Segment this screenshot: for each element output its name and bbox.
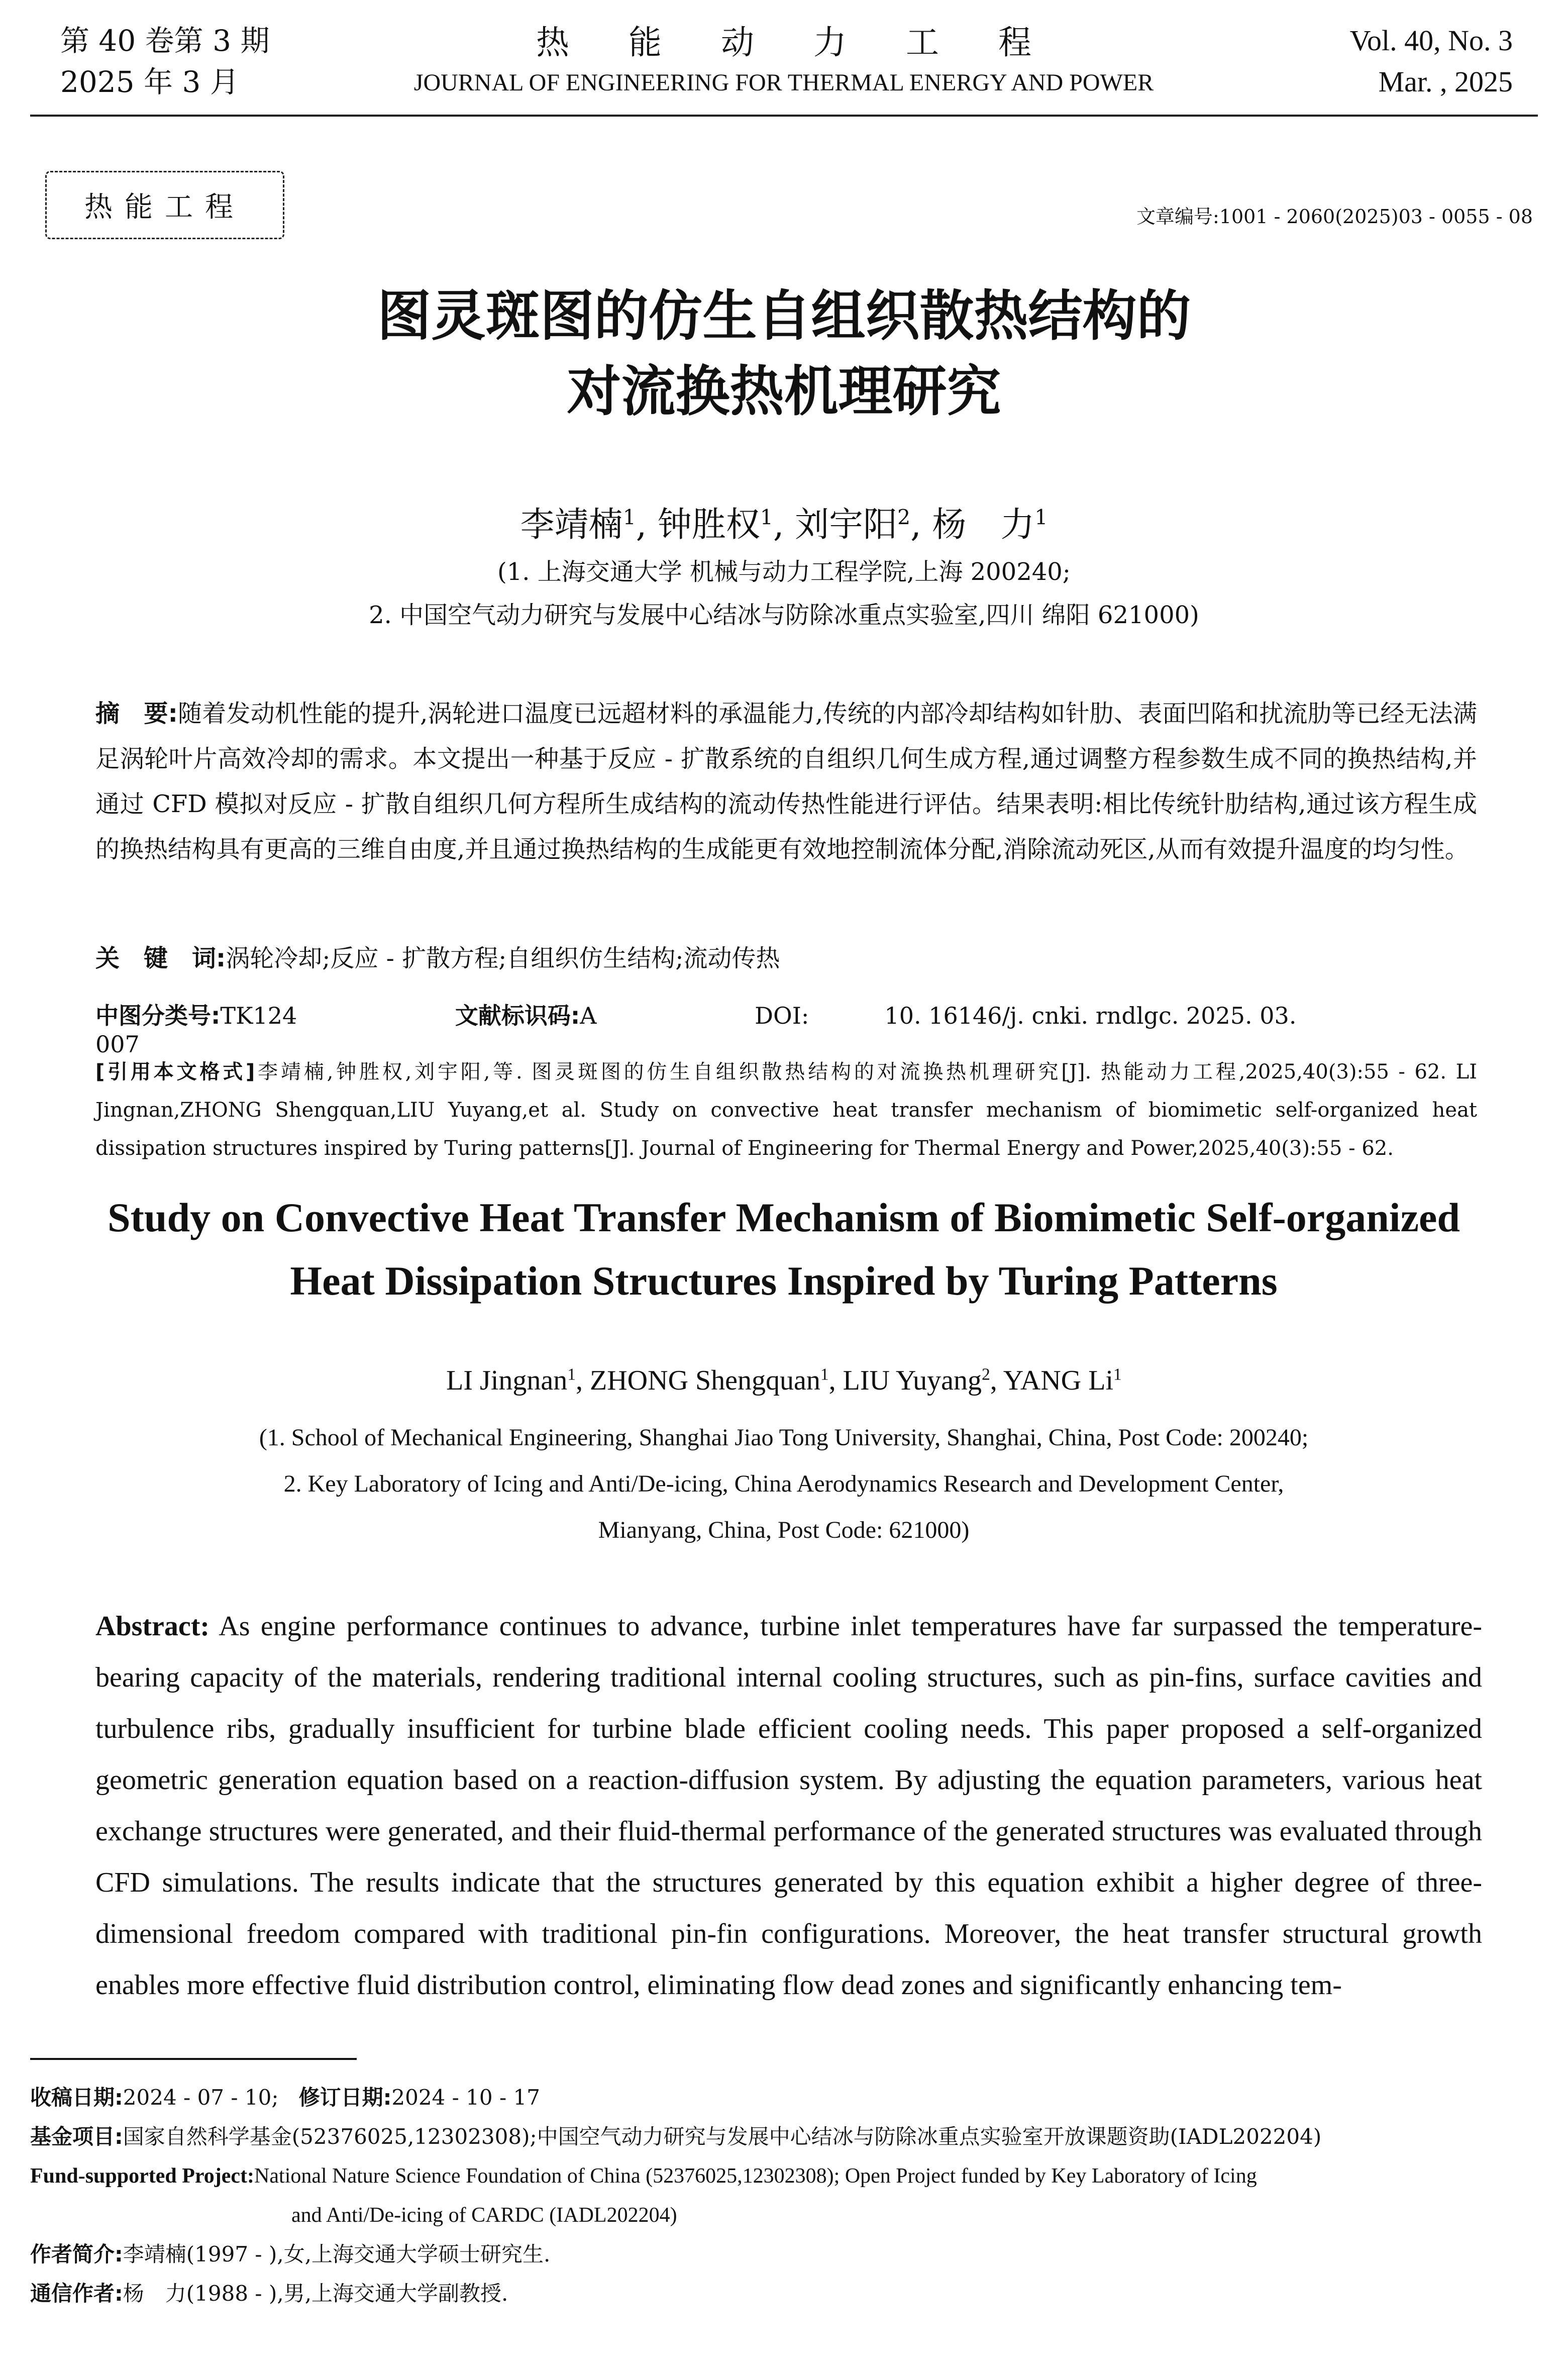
affiliations-cn <box>0 550 1568 637</box>
title-cn-line1: 图灵斑图的仿生自组织散热结构的 <box>377 285 1191 348</box>
abstract-en <box>95 1601 1482 2011</box>
affiliations-en <box>60 1415 1507 1553</box>
authors-en: LI Jingnan$^1$, ZHONG Shengquan$^1$, LIU Yuyang$^2$, YANG Li$^1$ <box>446 1365 1122 1396</box>
title-cn <box>0 279 1568 430</box>
date-cn: 2025 年 3 月 <box>60 65 239 99</box>
title-en-line2: Heat Dissipation Structures Inspired by Turing Patterns <box>290 1258 1278 1304</box>
header-center <box>352 20 1216 101</box>
footnote-rule <box>30 2058 357 2060</box>
document-code: 文献标识码:A <box>455 1002 597 1029</box>
affiliation-en-2: 2. Key Laboratory of Icing and Anti/De-icing, China Aerodynamics Research and Development Center, <box>283 1470 1284 1497</box>
citation-label: [引用本文格式] <box>95 1060 255 1084</box>
header-left <box>60 20 269 103</box>
header-rule <box>30 115 1538 117</box>
author-en-4: YANG Li$^1$ <box>1003 1365 1122 1396</box>
footnote-dates: 收稿日期:2024 - 07 - 10; 修订日期:2024 - 10 - 17 <box>30 2085 540 2110</box>
author-cn-1: 李靖楠$^1$ <box>520 505 636 545</box>
author-cn-2: 钟胜权$^1$ <box>657 505 773 545</box>
classification-line <box>95 998 1477 1058</box>
keywords-cn-text: 涡轮冷却;反应 - 扩散方程;自组织仿生结构;流动传热 <box>226 944 780 972</box>
author-en-1: LI Jingnan$^1$ <box>446 1365 576 1396</box>
volume-issue-cn: 第 40 卷第 3 期 <box>60 24 270 58</box>
footnote-corresponding-author: 通信作者:杨 力(1988 - ),男,上海交通大学副教授. <box>30 2281 508 2306</box>
affiliation-cn-2: 2. 中国空气动力研究与发展中心结冰与防除冰重点实验室,四川 绵阳 621000) <box>369 601 1199 629</box>
keywords-cn-label: 关 键 词: <box>95 944 226 972</box>
abstract-en-label: Abstract: <box>95 1611 210 1642</box>
affiliation-cn-1: (1. 上海交通大学 机械与动力工程学院,上海 200240; <box>497 558 1071 586</box>
author-en-3: LIU Yuyang$^2$ <box>843 1365 990 1396</box>
title-en-line1: Study on Convective Heat Transfer Mechanism of Biomimetic Self-organized <box>108 1195 1460 1240</box>
journal-name-cn: 热能动力工程 <box>536 23 1091 62</box>
footnote-author-bio: 作者简介:李靖楠(1997 - ),女,上海交通大学硕士研究生. <box>30 2242 551 2267</box>
author-cn-3: 刘宇阳$^2$ <box>795 505 911 545</box>
authors-cn: 李靖楠$^1$, 钟胜权$^1$, 刘宇阳$^2$, 杨 力$^1$ <box>520 505 1048 545</box>
keywords-cn <box>95 939 1477 973</box>
journal-name-en: JOURNAL OF ENGINEERING FOR THERMAL ENERGY AND POWER <box>413 69 1154 96</box>
header-right <box>1350 20 1513 103</box>
footnotes <box>30 2078 1537 2313</box>
abstract-cn-label: 摘 要: <box>95 700 178 728</box>
clc-number: 中图分类号:TK124 <box>95 1002 297 1029</box>
affiliation-en-3: Mianyang, China, Post Code: 621000) <box>598 1517 970 1543</box>
footnote-fund-cn: 基金项目:国家自然科学基金(52376025,12302308);中国空气动力研究与发展中心结冰与防除冰重点实验室开放课题资助(IADL202204) <box>30 2124 1322 2149</box>
abstract-cn <box>95 691 1477 872</box>
citation-format <box>95 1053 1477 1167</box>
footnote-fund-en: Fund-supported Project:National Nature Science Foundation of China (52376025,12302308); Open Project funded by Key Laboratory of Icing and Anti/De-icing of CARDC (IADL202204) <box>30 2164 1257 2227</box>
author-en-2: ZHONG Shengquan$^1$ <box>590 1365 829 1396</box>
date-en: Mar. , 2025 <box>1378 65 1513 98</box>
title-en <box>30 1186 1537 1313</box>
column-label: 热能工程 <box>45 171 284 239</box>
doi: DOI: 10. 16146/j. cnki. rndlgc. 2025. 03. 007 <box>95 1002 1297 1058</box>
author-cn-4: 杨 力$^1$ <box>932 505 1048 545</box>
abstract-cn-text: 随着发动机性能的提升,涡轮进口温度已远超材料的承温能力,传统的内部冷却结构如针肋、表面凹陷和扰流肋等已经无法满足涡轮叶片高效冷却的需求。本文提出一种基于反应 - 扩散系统的自组织几何生成方程,通过调整方程参数生成不同的换热结构,并通过 CFD 模拟对反应 - 扩散自组织几何方程所生成结构的流动传热性能进行评估。结果表明:相比传统针肋结构,通过该方程生成的换热结构具有更高的三维自由度,并且通过换热结构的生成能更有效地控制流体分配,消除流动死区,从而有效提升温度的均匀性。 <box>95 700 1477 863</box>
citation-text: 李靖楠,钟胜权,刘宇阳,等. 图灵斑图的仿生自组织散热结构的对流换热机理研究[J]. 热能动力工程,2025,40(3):55 - 62. LI Jingnan,ZHONG Shengquan,LIU Yuyang,et al. Study on convective heat transfer mechanism of biomimetic self-organized heat dissipation structures inspired by Turing patterns[J]. Journal of Engineering for Thermal Energy and Power,2025,40(3):55 - 62. <box>95 1060 1478 1160</box>
volume-issue-en: Vol. 40, No. 3 <box>1349 24 1513 57</box>
affiliation-en-1: (1. School of Mechanical Engineering, Shanghai Jiao Tong University, Shanghai, China, Post Code: 200240; <box>259 1424 1309 1451</box>
article-number: 文章编号:1001 - 2060(2025)03 - 0055 - 08 <box>1136 206 1533 228</box>
title-cn-line2: 对流换热机理研究 <box>567 360 1001 423</box>
abstract-en-text: As engine performance continues to advance, turbine inlet temperatures have far surpassed the temperature-bearing capacity of the materials, rendering traditional internal cooling structures, such as pin-fins, surface cavities and turbulence ribs, gradually insufficient for turbine blade efficient cooling needs. This paper proposed a self-organized geometric generation equation based on a reaction-diffusion system. By adjusting the equation parameters, various heat exchange structures were generated, and their fluid-thermal performance of the generated structures was evaluated through CFD simulations. The results indicate that the structures generated by this equation exhibit a higher degree of three-dimensional freedom compared with traditional pin-fin configurations. Moreover, the heat transfer structural growth enables more effective fluid distribution control, eliminating flow dead zones and significantly enhancing tem- <box>95 1611 1482 2001</box>
